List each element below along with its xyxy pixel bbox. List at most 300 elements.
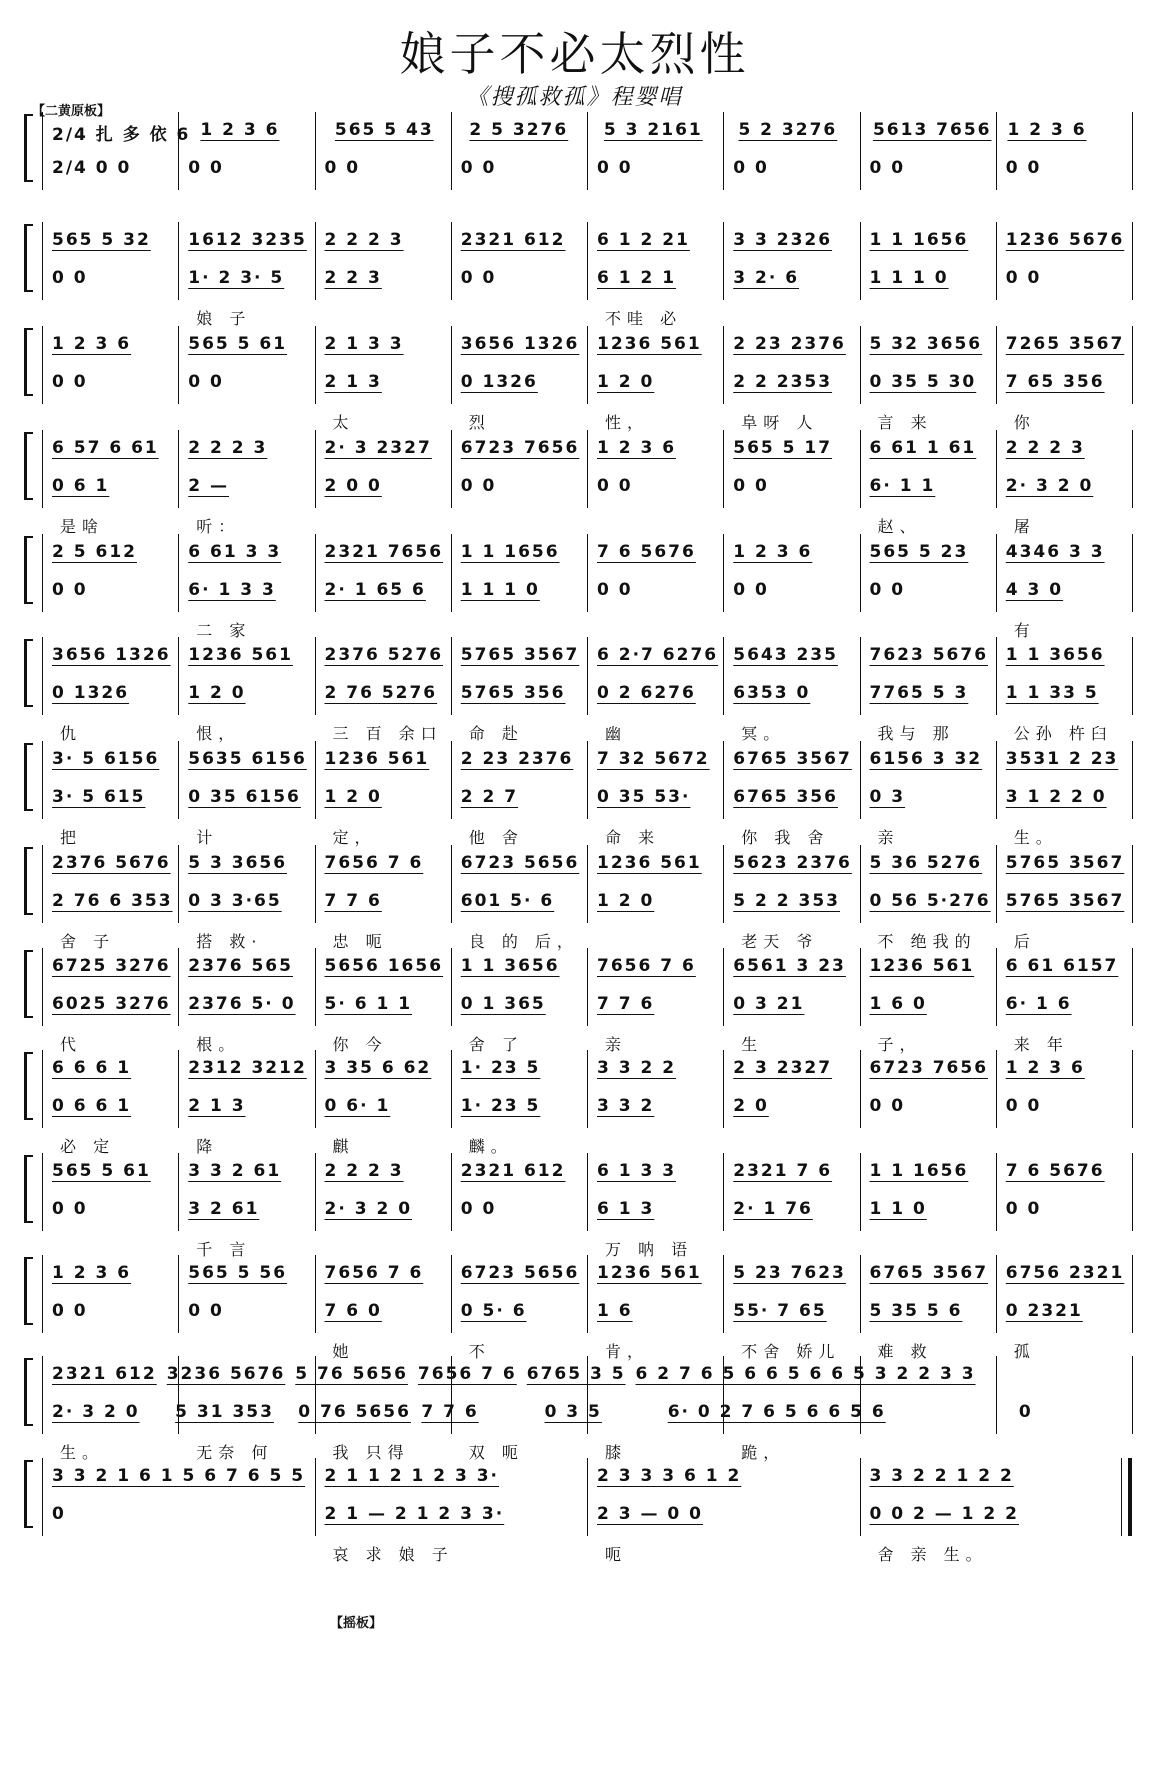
lower-measure: 7765 5 3 [869, 683, 969, 703]
lyric-text: 不哇 必 [605, 309, 683, 328]
upper-measure: 6723 5656 [460, 853, 580, 873]
lower-measure: 1· 2 3· 5 [188, 268, 285, 288]
lower-measure: 0 [52, 1504, 66, 1524]
lyric-text [996, 196, 1132, 218]
lyric-text: 公孙 杵臼 [1013, 724, 1113, 743]
lyric-text [860, 196, 996, 218]
upper-measure: 5 36 5276 [869, 853, 983, 873]
lower-measure: 0 0 [188, 372, 224, 392]
lyric-text [315, 514, 451, 536]
upper-measure: 5635 6156 [188, 749, 307, 769]
upper-measure: 1236 5676 [1005, 230, 1125, 250]
lyric-text: 恨， [196, 724, 241, 743]
upper-voice-row [42, 438, 1132, 458]
lyric-text [860, 306, 996, 328]
upper-measure: 1 2 3 6 [52, 334, 132, 354]
lyric-text: 听： [196, 517, 241, 536]
lower-measure: 0 1326 [52, 683, 130, 703]
lyric-text [178, 410, 314, 432]
system-brace [24, 743, 33, 811]
lyric-text: 根。 [196, 1035, 241, 1054]
lyric-text: 命 来 [605, 828, 661, 847]
upper-measure: 1236 561 [324, 749, 430, 769]
lower-measure: 0 0 [733, 476, 769, 496]
upper-measure: 5 2 3276 [738, 120, 838, 140]
lyric-text: 生 [741, 1035, 764, 1054]
lyric-text [42, 410, 178, 432]
lower-measure: 2 2 7 [460, 787, 519, 807]
lyric-text: 舍 了 [468, 1035, 524, 1054]
upper-measure: 3 3 2 61 [188, 1161, 282, 1181]
upper-voice-row [42, 749, 1132, 769]
lower-voice-row [42, 1096, 1132, 1116]
system-brace [24, 432, 33, 500]
upper-measure: 2376 565 [188, 956, 293, 976]
lower-measure: 7 7 6 [597, 994, 655, 1014]
upper-voice-row [42, 1058, 1132, 1078]
lower-measure: 3 2 61 [188, 1199, 260, 1219]
lyrics-row [42, 825, 1132, 847]
barline [1132, 637, 1133, 715]
lyric-text: 计 [196, 828, 219, 847]
upper-voice-row [42, 1364, 1132, 1384]
lyric-text [587, 514, 723, 536]
lower-measure: 6 1 2 1 [597, 268, 677, 288]
lower-voice-row [42, 683, 1132, 703]
upper-voice-row [42, 230, 1132, 250]
upper-measure: 2 5 3276 [469, 120, 569, 140]
score-subtitle: 《搜孤救孤》程婴唱 [466, 85, 683, 110]
lower-measure: 0 0 [597, 158, 633, 178]
lower-measure: 2 76 6 353 [52, 891, 173, 911]
lower-measure: 0 0 [1005, 158, 1042, 178]
system-brace [24, 328, 33, 396]
upper-measure: 6 2·7 6276 [597, 645, 719, 665]
tempo-label-2: 【摇板】 [330, 1616, 383, 1631]
upper-measure: 1236 561 [597, 334, 702, 354]
system-brace [24, 114, 33, 182]
upper-measure: 7265 3567 [1005, 334, 1125, 354]
lower-measure: 0 0 [188, 1301, 224, 1321]
lyric-text: 膝 [605, 1443, 628, 1462]
lyric-text: 性， [605, 413, 650, 432]
lower-measure: 0 6 6 1 [52, 1096, 132, 1116]
upper-measure: 565 5 23 [869, 542, 969, 562]
lyric-text: 孤 [1013, 1342, 1036, 1361]
lower-measure: 5 35 5 6 [869, 1301, 963, 1321]
lower-measure: 0 [1018, 1402, 1033, 1422]
upper-voice-row [42, 542, 1132, 562]
system-brace [24, 639, 33, 707]
barline [1132, 948, 1133, 1026]
upper-measure: 6725 3276 [52, 956, 171, 976]
lower-measure: 1 6 [597, 1301, 633, 1321]
lyric-text: 难 救 [877, 1342, 933, 1361]
lyric-text: 跪， [741, 1443, 786, 1462]
barline [1132, 326, 1133, 404]
barline [1132, 112, 1133, 190]
lyrics-row [42, 196, 1132, 218]
upper-measure: 3656 1326 [52, 645, 171, 665]
upper-measure: 2 2 2 3 [188, 438, 268, 458]
lower-measure: 2· 3 2 0 [1005, 476, 1094, 496]
lower-voice-row [42, 158, 1132, 178]
lower-measure: 0 3 3·65 [188, 891, 282, 911]
upper-measure: 2 2 2 3 [324, 1161, 404, 1181]
upper-measure: 6765 3567 [733, 749, 852, 769]
lyric-text: 二 家 [196, 621, 252, 640]
lower-measure: 0 56 5·276 [869, 891, 991, 911]
upper-voice-row [42, 120, 1132, 145]
lower-measure: 1 1 0 [869, 1199, 927, 1219]
lower-measure [886, 1402, 1009, 1422]
lower-measure: 2 2 2353 [733, 372, 833, 392]
barline [1132, 1153, 1133, 1231]
lower-measure: 1 1 33 5 [1005, 683, 1099, 703]
upper-measure: 5765 3567 [1005, 853, 1125, 873]
lower-measure: 0 35 5 30 [869, 372, 977, 392]
lyric-text: 我与 那 [877, 724, 955, 743]
system-brace [24, 536, 33, 604]
lyric-text: 良 的 后， [468, 932, 579, 951]
score-system [20, 534, 1132, 640]
upper-measure: 3236 5676 [166, 1364, 286, 1384]
lower-measure: 5 2 2 353 [733, 891, 840, 911]
lyric-text: 麒 [332, 1137, 355, 1156]
lyric-text: 不 [468, 1342, 491, 1361]
lower-measure: 0 5· 6 [460, 1301, 527, 1321]
upper-measure [1054, 1364, 1132, 1384]
lyric-text: 哀 求 娘 子 [332, 1545, 454, 1564]
lyric-text: 后 [1013, 932, 1036, 951]
lyric-text: 千 言 [196, 1240, 252, 1259]
lower-measure: 2 1 3 [324, 372, 382, 392]
lower-measure: 5 31 353 [175, 1402, 274, 1422]
upper-voice-row [42, 1263, 1132, 1283]
lyric-text: 定， [332, 828, 377, 847]
upper-measure: 2321 612 [460, 230, 566, 250]
lower-measure: 4 3 0 [1005, 580, 1064, 600]
lyric-text: 是啥 [60, 517, 105, 536]
upper-measure: 1236 561 [188, 645, 293, 665]
lyric-text: 麟。 [468, 1137, 513, 1156]
upper-measure: 1· 23 5 [460, 1058, 541, 1078]
lower-measure: 2 1 — 2 1 2 3 3· [324, 1504, 505, 1524]
lyric-text: 我 只得 [332, 1443, 410, 1462]
upper-measure: 7656 7 6 [324, 853, 424, 873]
lower-measure: 2· 1 65 6 [324, 580, 426, 600]
lower-measure: 1 2 0 [597, 372, 655, 392]
upper-measure: 7 32 5672 [597, 749, 710, 769]
upper-measure: 5643 235 [733, 645, 838, 665]
lower-measure: 1 2 0 [597, 891, 655, 911]
upper-measure: 2 23 2376 [460, 749, 574, 769]
score-system [20, 222, 1132, 328]
upper-measure: 3656 1326 [460, 334, 580, 354]
upper-measure: 7 6 5676 [1005, 1161, 1105, 1181]
lyric-text [451, 514, 587, 536]
score-system [20, 326, 1132, 432]
upper-measure: 6723 7656 [869, 1058, 989, 1078]
lyric-text: 你 [1013, 413, 1036, 432]
lyric-text [42, 1542, 315, 1564]
upper-measure: 2321 7 6 [733, 1161, 833, 1181]
lyric-text: 他 舍 [468, 828, 524, 847]
upper-measure: 2/4 扎 多 依 6 [52, 125, 191, 145]
upper-measure: 1612 3235 [188, 230, 307, 250]
upper-measure: 5613 7656 [872, 120, 992, 140]
lower-voice-row [42, 787, 1132, 807]
lower-measure: 1 1 1 0 [460, 580, 540, 600]
lower-measure: 601 5· 6 [460, 891, 555, 911]
lower-measure: 2 2 3 [324, 268, 382, 288]
lower-measure: 5765 356 [460, 683, 566, 703]
upper-measure: 1 2 3 6 [1005, 1058, 1085, 1078]
upper-measure: 5765 3567 [460, 645, 580, 665]
score-system [20, 1356, 1132, 1462]
lower-measure: 1 1 1 0 [869, 268, 949, 288]
lower-measure: 0 3 21 [733, 994, 805, 1014]
lyric-text: 烈 [468, 413, 491, 432]
lyric-text: 太 [332, 413, 355, 432]
upper-measure: 565 5 61 [188, 334, 288, 354]
barline [1132, 1356, 1133, 1434]
lyric-text: 搭 救· [196, 932, 263, 951]
lyric-text: 你 今 [332, 1035, 388, 1054]
system-brace [24, 950, 33, 1018]
upper-measure: 6765 3567 [869, 1263, 989, 1283]
lower-measure: 0 2 6276 [597, 683, 696, 703]
lyric-text [723, 514, 859, 536]
lyric-text: 子， [877, 1035, 922, 1054]
lower-voice-row [42, 1504, 1132, 1524]
lyric-text: 亲 [877, 828, 900, 847]
system-brace [24, 1358, 33, 1426]
lyric-text: 把 [60, 828, 83, 847]
system-brace [24, 224, 33, 292]
lower-measure: 2 0 [733, 1096, 769, 1116]
lower-measure: 0 0 [1005, 1199, 1042, 1219]
lyric-text: 舍 子 [60, 932, 116, 951]
lower-measure: 0 0 [52, 268, 88, 288]
upper-measure: 1236 561 [597, 1263, 702, 1283]
upper-measure: 3 3 2326 [733, 230, 833, 250]
upper-measure: 6 57 6 61 [52, 438, 159, 458]
lyric-text: 亲 [605, 1035, 628, 1054]
lyric-text: 赵、 [877, 517, 922, 536]
score-system [20, 430, 1132, 536]
score-system [20, 112, 1132, 212]
lower-measure: 0 6· 1 [324, 1096, 391, 1116]
lower-measure: 0 0 [597, 580, 633, 600]
lower-measure: 0 0 [324, 158, 361, 178]
lyric-text [315, 306, 451, 328]
lyric-text: 三 百 余口 [332, 724, 443, 743]
upper-measure: 2 3 3 3 6 1 2 [597, 1466, 742, 1486]
lower-voice-row [42, 994, 1132, 1014]
upper-measure: 2321 612 [52, 1364, 157, 1384]
lyric-text: 阜呀 人 [741, 413, 819, 432]
score-system [20, 741, 1132, 847]
lower-voice-row [42, 1301, 1132, 1321]
upper-voice-row [42, 334, 1132, 354]
score-system [20, 845, 1132, 951]
lower-measure: 1 2 0 [324, 787, 382, 807]
score-system [20, 1050, 1132, 1156]
lower-measure: 0 35 53· [597, 787, 691, 807]
upper-measure: 2 5 612 [52, 542, 137, 562]
upper-measure: 7656 7 6 [417, 1364, 517, 1384]
lower-measure: 0 0 [733, 580, 769, 600]
lyric-text: 幽 [605, 724, 628, 743]
lyric-text [42, 196, 178, 218]
score-title: 娘子不必太烈性 [399, 27, 750, 81]
lower-measure: 0 0 [1005, 1096, 1042, 1116]
lower-voice-row [42, 1402, 1132, 1422]
upper-voice-row [42, 1466, 1132, 1486]
lower-measure: 3 1 2 2 0 [1005, 787, 1107, 807]
upper-measure: 2 1 1 2 1 2 3 3· [324, 1466, 500, 1486]
upper-measure: 565 5 61 [52, 1161, 151, 1181]
upper-measure: 2 1 3 3 [324, 334, 404, 354]
lower-measure: 0 0 [460, 268, 497, 288]
lyric-text: 不舍 娇儿 [741, 1342, 841, 1361]
upper-measure [976, 1364, 1054, 1384]
upper-measure: 3 3 2 2 [597, 1058, 677, 1078]
barline [1132, 1255, 1133, 1333]
upper-voice-row [42, 645, 1132, 665]
lyric-text: 肯， [605, 1342, 650, 1361]
lower-measure: 0 0 [869, 158, 906, 178]
lower-measure: 0 0 [869, 1096, 906, 1116]
system-brace [24, 847, 33, 915]
upper-measure: 7656 7 6 [597, 956, 696, 976]
tempo-label: 【二黄原板】 [32, 104, 111, 119]
lower-measure: 5765 3567 [1005, 891, 1125, 911]
lower-measure: 0 0 [188, 158, 224, 178]
upper-measure: 2321 7656 [324, 542, 444, 562]
score-system [20, 948, 1132, 1054]
upper-measure: 6561 3 23 [733, 956, 846, 976]
barline [1132, 1050, 1133, 1128]
lower-measure: 0 0 [733, 158, 769, 178]
lyric-text: 命 赴 [468, 724, 524, 743]
lower-measure: 0 0 [52, 580, 88, 600]
upper-measure: 5 76 5656 [295, 1364, 408, 1384]
lyric-text: 娘 子 [196, 309, 252, 328]
lower-measure: 5· 6 1 1 [324, 994, 413, 1014]
lyric-text: 万 呐 语 [605, 1240, 694, 1259]
upper-voice-row [42, 853, 1132, 873]
lyric-text [315, 196, 451, 218]
lyric-text: 生。 [60, 1443, 105, 1462]
upper-measure: 3531 2 23 [1005, 749, 1119, 769]
system-brace [24, 1460, 33, 1528]
lower-measure: 2· 3 2 0 [52, 1402, 140, 1422]
lyric-text: 来 年 [1013, 1035, 1069, 1054]
lower-measure: 0 0 [460, 1199, 497, 1219]
upper-measure: 3 3 2 1 6 1 5 6 7 6 5 5 [52, 1466, 306, 1486]
lower-measure: 2 — [188, 476, 229, 496]
lower-measure: 0 0 [869, 580, 906, 600]
lower-measure: 2 1 3 [188, 1096, 246, 1116]
lower-measure: 6353 0 [733, 683, 811, 703]
lyrics-row [42, 306, 1132, 328]
upper-measure: 1 2 3 6 [200, 120, 280, 140]
lower-measure: 0 1326 [460, 372, 538, 392]
upper-voice-row [42, 956, 1132, 976]
lower-measure: 6 1 3 [597, 1199, 655, 1219]
lower-voice-row [42, 476, 1132, 496]
upper-measure: 1 1 1656 [460, 542, 560, 562]
upper-voice-row [42, 1161, 1132, 1181]
system-brace [24, 1052, 33, 1120]
upper-measure: 565 5 56 [188, 1263, 288, 1283]
lyric-text: 言 来 [877, 413, 933, 432]
lyric-text [42, 306, 178, 328]
lower-measure: 6· 1 1 [869, 476, 936, 496]
upper-measure: 1 2 3 6 [733, 542, 813, 562]
lower-measure: 0 6 1 [52, 476, 110, 496]
system-brace [24, 1155, 33, 1223]
barline [1132, 845, 1133, 923]
upper-measure: 6 2 7 6 5 6 6 5 6 6 5 3 2 2 3 3 [635, 1364, 976, 1384]
lyric-text: 仇 [60, 724, 83, 743]
upper-measure: 6 61 3 3 [188, 542, 282, 562]
upper-measure: 3 35 6 62 [324, 1058, 432, 1078]
lyric-text [587, 196, 723, 218]
lower-measure: 0 1 365 [460, 994, 546, 1014]
lyrics-row [42, 721, 1132, 743]
lower-voice-row [42, 1199, 1132, 1219]
upper-measure: 2 23 2376 [733, 334, 846, 354]
lyric-text: 有 [1013, 621, 1036, 640]
lyric-text: 你 我 舍 [741, 828, 830, 847]
lower-measure: 0 0 [597, 476, 633, 496]
lyric-text: 舍 亲 生。 [877, 1545, 988, 1564]
upper-measure: 2 3 2327 [733, 1058, 833, 1078]
lyric-text: 降 [196, 1137, 219, 1156]
barline [1132, 741, 1133, 819]
lower-measure: 0 0 [52, 1199, 88, 1219]
upper-measure: 7656 7 6 [324, 1263, 424, 1283]
system-brace [24, 1257, 33, 1325]
score-system [20, 1153, 1132, 1259]
barline [1132, 222, 1133, 300]
upper-measure: 1 2 3 6 [52, 1263, 132, 1283]
lower-measure: 2 0 0 [324, 476, 382, 496]
lyrics-row [42, 410, 1132, 432]
upper-measure: 1236 561 [597, 853, 702, 873]
upper-measure: 6156 3 32 [869, 749, 983, 769]
upper-measure: 2· 3 2327 [324, 438, 432, 458]
upper-measure: 6 61 6157 [1005, 956, 1119, 976]
score-system [20, 637, 1132, 743]
lower-measure: 0 76 5656 [298, 1402, 411, 1422]
lower-measure: 1 2 0 [188, 683, 246, 703]
lower-measure: 2 76 5276 [324, 683, 438, 703]
lower-voice-row [42, 372, 1132, 392]
upper-measure: 7623 5676 [869, 645, 989, 665]
upper-measure: 1 1 1656 [869, 230, 969, 250]
lyric-text [451, 196, 587, 218]
lower-measure: 0 3 5 [544, 1402, 602, 1422]
lyric-text [451, 306, 587, 328]
upper-measure: 6723 5656 [460, 1263, 580, 1283]
lower-measure: 6025 3276 [52, 994, 171, 1014]
lower-measure: 0 0 [52, 1301, 88, 1321]
lyric-text [723, 306, 859, 328]
